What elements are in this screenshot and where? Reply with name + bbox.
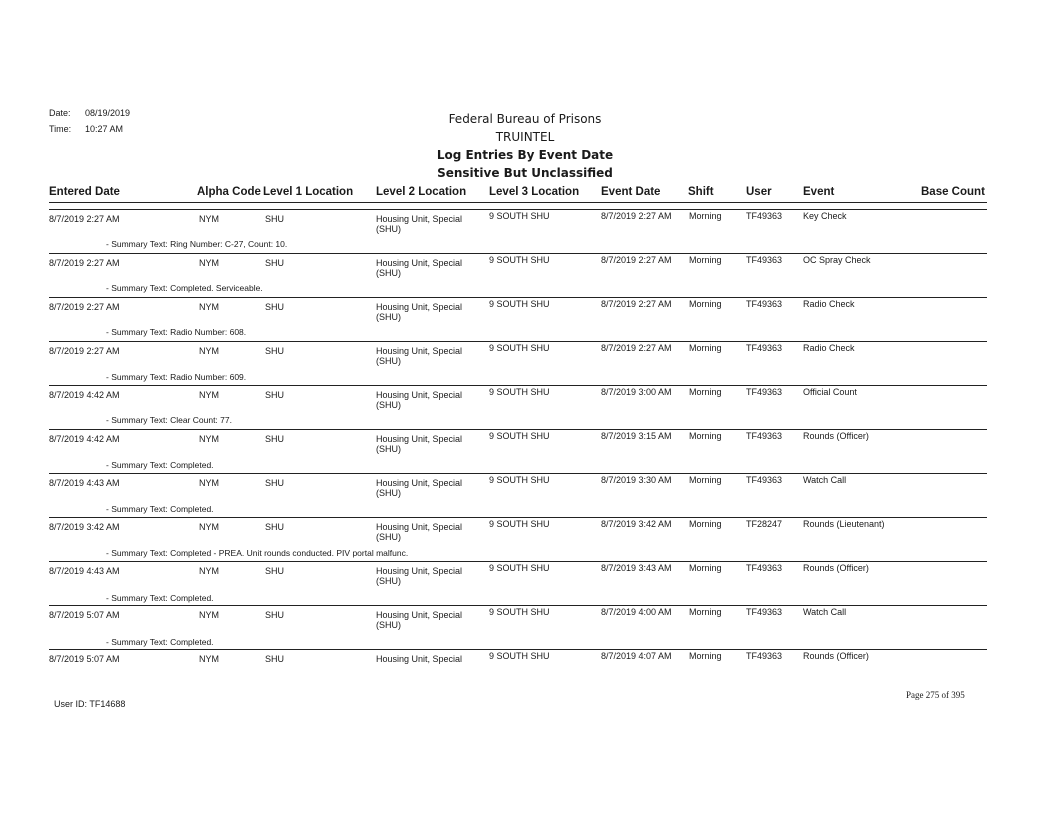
- alpha-code: NYM: [199, 214, 219, 224]
- level3-location: 9 SOUTH SHU: [489, 651, 550, 661]
- date-value: 08/19/2019: [85, 108, 131, 118]
- level1-location: SHU: [265, 654, 285, 664]
- summary-text: - Summary Text: Completed. Serviceable.: [106, 283, 263, 293]
- level2-location: Housing Unit, Special (SHU): [376, 258, 463, 278]
- header-rule: [49, 202, 987, 203]
- level2-location: Housing Unit, Special (SHU): [376, 346, 463, 366]
- level1-location: SHU: [265, 302, 285, 312]
- report-date: [49, 108, 130, 118]
- page-number: Page 275 of 395: [906, 690, 965, 700]
- alpha-code: NYM: [199, 478, 219, 488]
- entered-date: 8/7/2019 4:42 AM: [49, 390, 120, 400]
- summary-text: - Summary Text: Completed.: [106, 637, 214, 647]
- user: TF49363: [746, 651, 783, 661]
- summary-text: - Summary Text: Ring Number: C-27, Count: 10.: [106, 239, 288, 249]
- summary-text: - Summary Text: Completed - PREA. Unit rounds conducted. PIV portal malfunc.: [106, 548, 409, 558]
- report-title-block: [380, 110, 670, 182]
- row-rule: [49, 605, 987, 606]
- alpha-code: NYM: [199, 302, 219, 312]
- level1-location: SHU: [265, 434, 285, 444]
- event-date: 8/7/2019 3:00 AM: [601, 387, 672, 397]
- entered-date: 8/7/2019 2:27 AM: [49, 214, 120, 224]
- event: Rounds (Lieutenant): [803, 519, 885, 529]
- level3-location: 9 SOUTH SHU: [489, 343, 550, 353]
- entered-date: 8/7/2019 5:07 AM: [49, 654, 120, 664]
- level2-location: Housing Unit, Special (SHU): [376, 610, 463, 630]
- row-rule: [49, 297, 987, 298]
- summary-text: - Summary Text: Radio Number: 608.: [106, 327, 247, 337]
- user: TF49363: [746, 607, 783, 617]
- entered-date: 8/7/2019 2:27 AM: [49, 302, 120, 312]
- alpha-code: NYM: [199, 522, 219, 532]
- shift: Morning: [689, 255, 722, 265]
- event: OC Spray Check: [803, 255, 871, 265]
- level2-location: Housing Unit, Special (SHU): [376, 566, 463, 586]
- classification-label: Sensitive But Unclassified: [437, 166, 613, 180]
- shift: Morning: [689, 519, 722, 529]
- entered-date: 8/7/2019 5:07 AM: [49, 610, 120, 620]
- level3-location: 9 SOUTH SHU: [489, 431, 550, 441]
- row-rule: [49, 649, 987, 650]
- agency-title: Federal Bureau of Prisons: [448, 112, 602, 126]
- event-date: 8/7/2019 2:27 AM: [601, 343, 672, 353]
- date-label: Date:: [49, 108, 71, 118]
- level1-location: SHU: [265, 214, 285, 224]
- col-header-shift: Shift: [688, 186, 714, 198]
- col-header-entered-date: Entered Date: [49, 186, 120, 198]
- level2-location: Housing Unit, Special (SHU): [376, 390, 463, 410]
- level2-location: Housing Unit, Special (SHU): [376, 302, 463, 322]
- col-header-event-date: Event Date: [601, 186, 661, 198]
- time-value: 10:27 AM: [85, 124, 124, 134]
- shift: Morning: [689, 563, 722, 573]
- level2-location: Housing Unit, Special (SHU): [376, 522, 463, 542]
- level3-location: 9 SOUTH SHU: [489, 563, 550, 573]
- alpha-code: NYM: [199, 610, 219, 620]
- summary-text: - Summary Text: Completed.: [106, 504, 214, 514]
- entered-date: 8/7/2019 4:43 AM: [49, 478, 120, 488]
- row-rule: [49, 561, 987, 562]
- user: TF49363: [746, 211, 783, 221]
- alpha-code: NYM: [199, 654, 219, 664]
- row-rule: [49, 429, 987, 430]
- col-header-level2: Level 2 Location: [376, 186, 467, 198]
- event: Rounds (Officer): [803, 651, 869, 661]
- level2-location: Housing Unit, Special: [376, 654, 463, 664]
- user: TF28247: [746, 519, 783, 529]
- alpha-code: NYM: [199, 566, 219, 576]
- event-date: 8/7/2019 4:00 AM: [601, 607, 672, 617]
- user: TF49363: [746, 475, 783, 485]
- summary-text: - Summary Text: Completed.: [106, 593, 214, 603]
- col-header-level3: Level 3 Location: [489, 186, 580, 198]
- shift: Morning: [689, 387, 722, 397]
- footer-user-id: User ID: TF14688: [54, 699, 126, 709]
- level2-location: Housing Unit, Special (SHU): [376, 478, 463, 498]
- event: Radio Check: [803, 299, 855, 309]
- row-rule: [49, 517, 987, 518]
- event-date: 8/7/2019 3:15 AM: [601, 431, 672, 441]
- shift: Morning: [689, 299, 722, 309]
- level2-location: Housing Unit, Special (SHU): [376, 434, 463, 454]
- alpha-code: NYM: [199, 346, 219, 356]
- col-header-base-count: Base Count: [921, 186, 985, 198]
- user: TF49363: [746, 563, 783, 573]
- shift: Morning: [689, 343, 722, 353]
- time-label: Time:: [49, 124, 72, 134]
- user: TF49363: [746, 299, 783, 309]
- event: Watch Call: [803, 475, 847, 485]
- event-date: 8/7/2019 2:27 AM: [601, 211, 672, 221]
- level1-location: SHU: [265, 390, 285, 400]
- level1-location: SHU: [265, 478, 285, 488]
- level3-location: 9 SOUTH SHU: [489, 211, 550, 221]
- entered-date: 8/7/2019 4:43 AM: [49, 566, 120, 576]
- row-rule: [49, 341, 987, 342]
- event: Rounds (Officer): [803, 431, 869, 441]
- entered-date: 8/7/2019 4:42 AM: [49, 434, 120, 444]
- level2-location: Housing Unit, Special (SHU): [376, 214, 463, 234]
- level1-location: SHU: [265, 522, 285, 532]
- level1-location: SHU: [265, 346, 285, 356]
- row-rule: [49, 473, 987, 474]
- entered-date: 8/7/2019 3:42 AM: [49, 522, 120, 532]
- report-time: [49, 124, 123, 134]
- event-date: 8/7/2019 2:27 AM: [601, 299, 672, 309]
- level3-location: 9 SOUTH SHU: [489, 387, 550, 397]
- col-header-level1: Level 1 Location: [263, 186, 354, 198]
- user: TF49363: [746, 387, 783, 397]
- event-date: 8/7/2019 3:43 AM: [601, 563, 672, 573]
- level1-location: SHU: [265, 258, 285, 268]
- event: Official Count: [803, 387, 857, 397]
- col-header-user: User: [746, 186, 772, 198]
- summary-text: - Summary Text: Radio Number: 609.: [106, 372, 247, 382]
- event-date: 8/7/2019 3:30 AM: [601, 475, 672, 485]
- event: Key Check: [803, 211, 847, 221]
- alpha-code: NYM: [199, 434, 219, 444]
- event: Rounds (Officer): [803, 563, 869, 573]
- shift: Morning: [689, 431, 722, 441]
- entered-date: 8/7/2019 2:27 AM: [49, 346, 120, 356]
- entered-date: 8/7/2019 2:27 AM: [49, 258, 120, 268]
- summary-text: - Summary Text: Clear Count: 77.: [106, 415, 232, 425]
- col-header-event: Event: [803, 186, 835, 198]
- level3-location: 9 SOUTH SHU: [489, 475, 550, 485]
- shift: Morning: [689, 211, 722, 221]
- report-title: Log Entries By Event Date: [436, 148, 614, 162]
- row-rule: [49, 385, 987, 386]
- shift: Morning: [689, 475, 722, 485]
- level3-location: 9 SOUTH SHU: [489, 299, 550, 309]
- event: Watch Call: [803, 607, 847, 617]
- row-rule: [49, 209, 987, 210]
- user: TF49363: [746, 255, 783, 265]
- shift: Morning: [689, 607, 722, 617]
- shift: Morning: [689, 651, 722, 661]
- event-date: 8/7/2019 2:27 AM: [601, 255, 672, 265]
- alpha-code: NYM: [199, 258, 219, 268]
- col-header-alpha-code: Alpha Code: [197, 186, 261, 198]
- alpha-code: NYM: [199, 390, 219, 400]
- user: TF49363: [746, 431, 783, 441]
- level3-location: 9 SOUTH SHU: [489, 607, 550, 617]
- user: TF49363: [746, 343, 783, 353]
- summary-text: - Summary Text: Completed.: [106, 460, 214, 470]
- event-date: 8/7/2019 3:42 AM: [601, 519, 672, 529]
- event-date: 8/7/2019 4:07 AM: [601, 651, 672, 661]
- level3-location: 9 SOUTH SHU: [489, 519, 550, 529]
- system-title: TRUINTEL: [495, 130, 555, 144]
- level1-location: SHU: [265, 610, 285, 620]
- event: Radio Check: [803, 343, 855, 353]
- level3-location: 9 SOUTH SHU: [489, 255, 550, 265]
- row-rule: [49, 253, 987, 254]
- level1-location: SHU: [265, 566, 285, 576]
